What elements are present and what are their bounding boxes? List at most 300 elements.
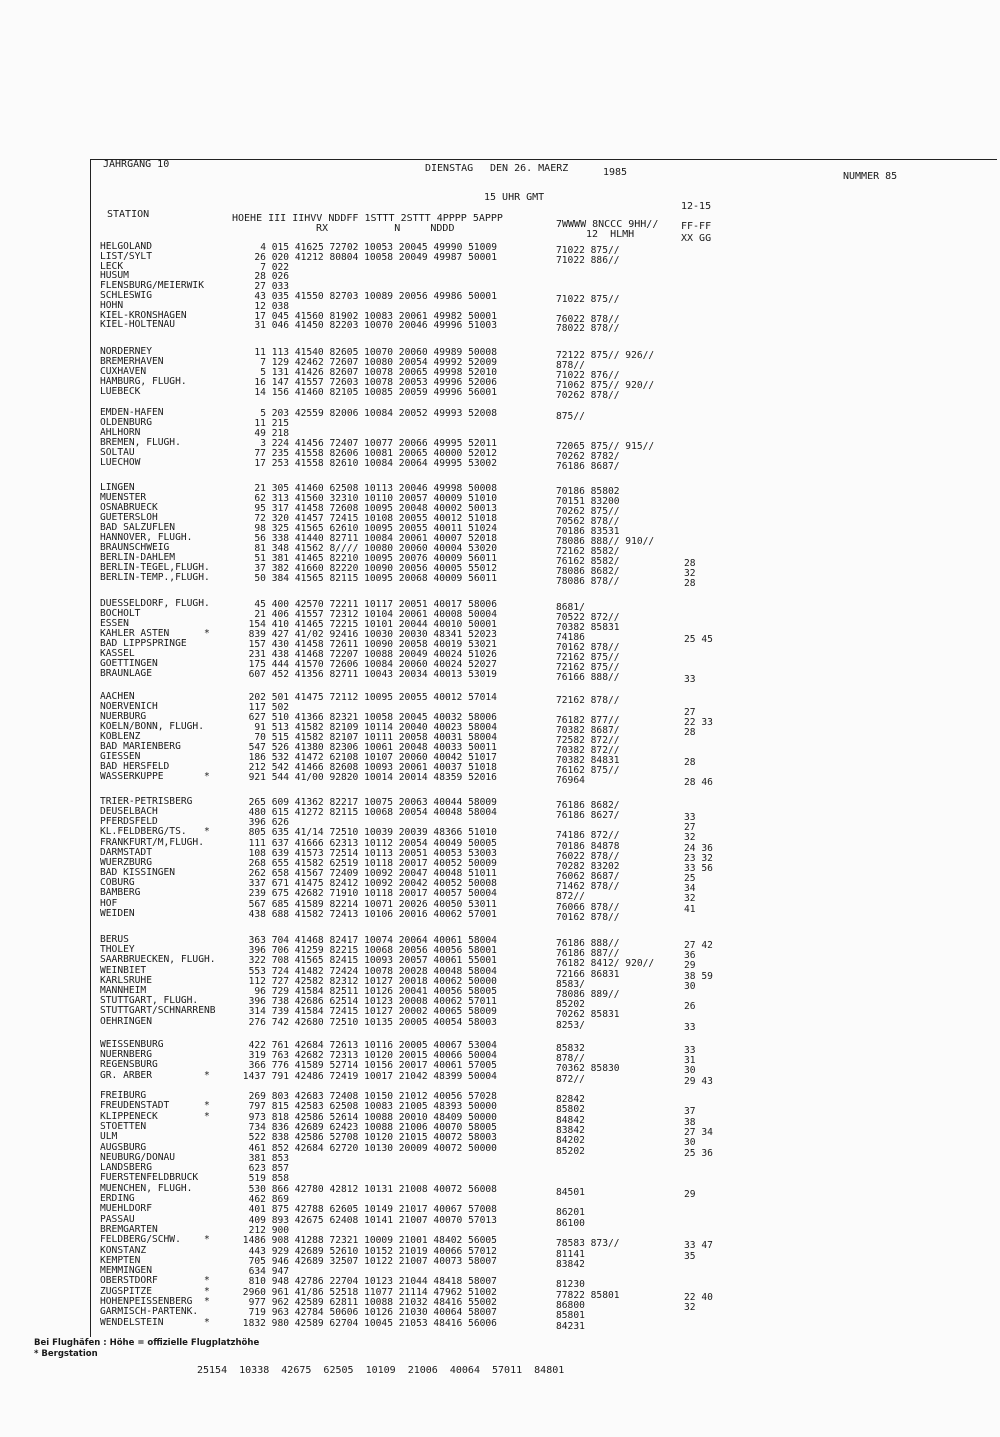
station-name: SAARBRUECKEN, FLUGH. — [100, 954, 216, 966]
date-label: DEN 26. MAERZ — [490, 163, 569, 174]
station-name: HAMBURG, FLUGH. — [100, 376, 187, 387]
station-code-groups: 98 325 41565 62610 10095 20055 40011 51024 — [254, 523, 497, 534]
station-weather-groups: 84501 — [556, 1186, 585, 1198]
station-name: PASSAU — [100, 1213, 135, 1225]
station-wind-gusts: 27 — [684, 822, 696, 834]
station-code-groups: 319 763 42682 72313 10120 20015 40066 50004 — [248, 1050, 497, 1062]
station-code-groups: 265 609 41362 82217 10075 20063 40044 58009 — [248, 797, 497, 808]
station-name: GR. ARBER * — [100, 1069, 210, 1081]
station-name: MUENCHEN, FLUGH. — [100, 1182, 193, 1194]
station-weather-groups: 872// — [556, 891, 585, 903]
station-wind-gusts: 22 33 — [684, 717, 713, 728]
station-weather-groups: 72162 875// — [556, 652, 620, 663]
station-weather-groups: 72065 875// 915// — [556, 441, 655, 452]
station-code-groups: 461 852 42684 62720 10130 20009 40072 50000 — [248, 1142, 497, 1154]
station-code-groups: 37 382 41660 82220 10090 20056 40005 55012 — [254, 563, 497, 574]
station-weather-groups: 76186 887// — [556, 948, 620, 960]
station-name: KAHLER ASTEN * — [100, 628, 210, 639]
station-weather-groups: 78022 878// — [556, 323, 620, 335]
station-weather-groups: 70282 83202 — [556, 860, 620, 872]
station-wind-gusts: 28 — [684, 727, 696, 738]
station-name: OSNABRUECK — [100, 502, 158, 513]
station-code-groups: 322 708 41565 82415 10093 20057 40061 55001 — [248, 955, 497, 967]
station-weather-groups: 70186 84878 — [556, 840, 620, 852]
station-name: FELDBERG/SCHW. * — [100, 1234, 210, 1246]
station-code-groups: 977 962 42589 62811 10088 21032 48416 55002 — [248, 1297, 497, 1308]
station-code-groups: 157 430 41458 72611 10090 20058 40019 53021 — [248, 639, 497, 650]
station-code-groups: 12 038 — [254, 300, 290, 312]
station-name: FUERSTENFELDBRUCK — [100, 1172, 199, 1184]
station-name: BREMGARTEN — [100, 1223, 158, 1235]
station-weather-groups: 70262 8782/ — [556, 451, 620, 462]
station-wind-gusts: 41 — [684, 903, 696, 915]
station-code-groups: 31 046 41450 82203 10070 20046 49996 51003 — [254, 320, 497, 332]
station-weather-groups: 76186 8687/ — [556, 461, 620, 472]
station-code-groups: 72 320 41457 72415 10108 20055 40012 51018 — [254, 513, 497, 524]
station-code-groups: 3 224 41456 72407 10077 20066 49995 52011 — [260, 438, 498, 449]
station-weather-groups: 85832 — [556, 1043, 585, 1054]
station-wind-gusts: 29 — [684, 960, 696, 972]
station-wind-gusts: 25 36 — [684, 1147, 713, 1159]
station-weather-groups: 85202 — [556, 1145, 585, 1157]
station-wind-gusts: 29 — [684, 1188, 696, 1200]
station-wind-gusts: 27 — [684, 707, 696, 718]
station-name: ERDING — [100, 1193, 135, 1204]
station-wind-gusts: 33 — [684, 1021, 696, 1033]
station-code-groups: 70 515 41582 82107 10111 20058 40031 58004 — [254, 732, 497, 743]
station-name: HANNOVER, FLUGH. — [100, 532, 193, 543]
station-wind-gusts: 22 40 — [684, 1291, 713, 1303]
station-code-groups: 396 738 42686 62514 10123 20008 40062 57011 — [248, 996, 497, 1008]
station-name: BREMEN, FLUGH. — [100, 437, 181, 448]
station-weather-groups: 8681/ — [556, 602, 585, 613]
station-wind-gusts: 30 — [684, 1065, 696, 1077]
station-code-groups: 921 544 41/00 92820 10014 20014 48359 52016 — [248, 772, 497, 783]
station-code-groups: 7 129 42462 72607 10080 20054 49992 52009 — [260, 357, 498, 368]
station-weather-groups: 74186 — [556, 632, 585, 643]
station-code-groups: 438 688 41582 72413 10106 20016 40062 57001 — [248, 908, 497, 920]
station-name: BERLIN-TEMP.,FLUGH. — [100, 572, 210, 583]
bottom-code-line: 25154 10338 42675 62505 10109 21006 40064 57011 84801 — [197, 1365, 565, 1376]
station-wind-gusts: 33 — [684, 674, 696, 685]
station-weather-groups: 76186 8627/ — [556, 810, 620, 822]
station-name: ESSEN — [100, 618, 129, 629]
station-code-groups: 11 215 — [254, 418, 290, 429]
issue-number: NUMMER 85 — [843, 171, 898, 182]
station-name: FLENSBURG/MEIERWIK — [100, 280, 204, 292]
station-name: LECK — [100, 260, 124, 272]
station-code-groups: 239 675 42682 71910 10118 20017 40057 50004 — [248, 888, 497, 900]
frame-left-border — [90, 159, 91, 1337]
station-code-groups: 839 427 41/02 92416 10030 20030 48341 52023 — [248, 629, 497, 640]
station-name: BREMERHAVEN — [100, 356, 164, 367]
station-name: WASSERKUPPE * — [100, 771, 210, 782]
station-name: KASSEL — [100, 648, 135, 659]
station-wind-gusts: 27 34 — [684, 1126, 713, 1138]
station-weather-groups: 86100 — [556, 1217, 585, 1229]
station-code-groups: 17 045 41560 81902 10083 20061 49982 50001 — [254, 310, 497, 322]
station-weather-groups: 70162 878// — [556, 642, 620, 653]
station-weather-groups: 76182 8412/ 920// — [556, 958, 655, 970]
station-code-groups: 1486 908 41288 72321 10009 21001 48402 56005 — [242, 1235, 497, 1247]
station-code-groups: 269 803 42683 72408 10150 21012 40056 57028 — [248, 1091, 497, 1102]
column-header-groups-sub: 12 HLMH — [586, 229, 635, 240]
station-name: LUEBECK — [100, 386, 141, 397]
station-weather-groups: 78086 878// — [556, 576, 620, 587]
station-wind-gusts: 33 — [684, 1045, 696, 1056]
station-name: THOLEY — [100, 944, 135, 956]
station-weather-groups: 72162 878// — [556, 695, 620, 706]
station-code-groups: 27 033 — [254, 281, 290, 293]
station-name: WEIDEN — [100, 907, 135, 919]
station-name: SOLTAU — [100, 447, 135, 458]
station-name: MUENSTER — [100, 492, 147, 503]
station-name: KL.FELDBERG/TS. * — [100, 826, 210, 838]
station-weather-groups: 76022 878// — [556, 850, 620, 862]
station-name: FREIBURG — [100, 1090, 147, 1101]
station-code-groups: 973 818 42586 52614 10088 20010 48409 50000 — [248, 1111, 497, 1123]
station-name: BRAUNLAGE — [100, 668, 152, 679]
station-code-groups: 381 853 — [248, 1152, 290, 1164]
station-name: GUETERSLOH — [100, 512, 158, 523]
station-code-groups: 56 338 41440 82711 10084 20061 40007 52018 — [254, 533, 497, 544]
station-weather-groups: 76186 888// — [556, 938, 620, 949]
station-name: KOBLENZ — [100, 731, 141, 742]
station-name: FRANKFURT/M,FLUGH. — [100, 836, 204, 848]
year-label: 1985 — [603, 167, 628, 178]
station-code-groups: 337 671 41475 82412 10092 20042 40052 50008 — [248, 878, 497, 890]
station-code-groups: 810 948 42786 22704 10123 21044 48418 58007 — [248, 1276, 497, 1288]
station-weather-groups: 82842 — [556, 1094, 585, 1105]
station-code-groups: 719 963 42784 50606 10126 21030 40064 58007 — [248, 1307, 497, 1319]
station-weather-groups: 70382 84831 — [556, 755, 620, 766]
station-weather-groups: 86201 — [556, 1207, 585, 1219]
station-weather-groups: 70362 85830 — [556, 1063, 620, 1075]
station-code-groups: 81 348 41562 8//// 10080 20060 40004 53020 — [254, 543, 497, 554]
station-weather-groups: 85802 — [556, 1104, 585, 1116]
station-code-groups: 553 724 41482 72424 10078 20028 40048 58004 — [248, 965, 497, 977]
station-code-groups: 95 317 41458 72608 10095 20048 40002 50013 — [254, 503, 497, 514]
station-code-groups: 108 639 41573 72514 10113 20051 40053 53003 — [248, 847, 497, 859]
station-name: OEHRINGEN — [100, 1015, 152, 1027]
station-name: STOETTEN — [100, 1120, 147, 1132]
station-wind-gusts: 33 — [684, 812, 696, 824]
station-code-groups: 7 022 — [260, 261, 290, 273]
column-header-wind-period: 12-15 — [681, 201, 712, 212]
station-code-groups: 17 253 41558 82610 10084 20064 49995 53002 — [254, 458, 497, 469]
station-name: AACHEN — [100, 691, 135, 702]
station-weather-groups: 71462 878// — [556, 881, 620, 893]
station-code-groups: 96 729 41584 82511 10126 20041 40056 58005 — [254, 986, 497, 997]
station-name: LANDSBERG — [100, 1162, 152, 1174]
station-weather-groups: 76182 877// — [556, 715, 620, 726]
station-code-groups: 43 035 41550 82703 10089 20056 49986 50001 — [254, 291, 497, 302]
station-name: BAMBERG — [100, 887, 141, 899]
station-wind-gusts: 33 47 — [684, 1240, 713, 1252]
station-code-groups: 11 113 41540 82605 10070 20060 49989 50008 — [254, 347, 497, 358]
station-name: GIESSEN — [100, 751, 141, 762]
station-wind-gusts: 27 42 — [684, 940, 713, 951]
station-weather-groups: 77822 85801 — [556, 1289, 620, 1301]
station-code-groups: 50 384 41565 82115 10095 20068 40009 56011 — [254, 573, 497, 584]
station-name: EMDEN-HAFEN — [100, 407, 164, 418]
station-name: BAD HERSFELD — [100, 761, 170, 772]
station-wind-gusts: 32 — [684, 1302, 696, 1313]
station-name: ULM — [100, 1131, 118, 1143]
station-weather-groups: 71062 875// 920// — [556, 380, 655, 391]
station-name: HOHENPEISSENBERG * — [100, 1296, 210, 1307]
station-weather-groups: 76186 8682/ — [556, 800, 620, 811]
station-weather-groups: 76022 878// — [556, 313, 620, 325]
footnote-airport-elevation: Bei Flughäfen : Höhe = offizielle Flugplatzhöhe — [34, 1338, 260, 1348]
column-header-groups: 7WWWW 8NCCC 9HH// — [556, 219, 659, 230]
station-name: LUECHOW — [100, 457, 141, 468]
station-weather-groups: 70522 872// — [556, 612, 620, 623]
station-code-groups: 62 313 41560 32310 10110 20057 40009 51010 — [254, 493, 497, 504]
station-weather-groups: 70382 872// — [556, 745, 620, 756]
station-name: AUGSBURG — [100, 1141, 147, 1153]
station-code-groups: 26 020 41212 80804 10058 20049 49987 50001 — [254, 251, 497, 263]
column-header-wind: FF-FF — [681, 221, 712, 232]
station-name: BERLIN-TEGEL,FLUGH. — [100, 562, 210, 573]
station-name: ZUGSPITZE * — [100, 1285, 210, 1297]
station-name: COBURG — [100, 877, 135, 889]
station-name: WEISSENBURG — [100, 1039, 164, 1050]
station-weather-groups: 878// — [556, 360, 585, 371]
station-name: MEMMINGEN — [100, 1265, 152, 1277]
station-code-groups: 14 156 41460 82105 10085 20059 49996 56001 — [254, 387, 497, 398]
station-code-groups: 366 776 41589 52714 10156 20017 40061 57005 — [248, 1060, 497, 1072]
station-name: NUERBURG — [100, 711, 147, 722]
station-code-groups: 547 526 41380 82306 10061 20048 40033 50011 — [248, 742, 497, 753]
station-name: AHLHORN — [100, 427, 141, 438]
station-weather-groups: 875// — [556, 411, 585, 422]
station-wind-gusts: 26 — [684, 1001, 696, 1013]
station-wind-gusts: 32 — [684, 893, 696, 905]
station-name: BERUS — [100, 934, 129, 945]
station-weather-groups: 72162 8582/ — [556, 546, 620, 557]
station-code-groups: 607 452 41356 82711 10043 20034 40013 53019 — [248, 669, 497, 680]
station-wind-gusts: 30 — [684, 980, 696, 992]
station-name: BOCHOLT — [100, 608, 141, 619]
station-wind-gusts: 36 — [684, 950, 696, 962]
station-name: DEUSELBACH — [100, 806, 158, 818]
station-wind-gusts: 28 — [684, 558, 696, 569]
station-weather-groups: 71022 875// — [556, 245, 620, 256]
station-weather-groups: 76162 8582/ — [556, 556, 620, 567]
station-code-groups: 21 305 41460 62508 10113 20046 49998 50008 — [254, 483, 497, 494]
station-code-groups: 2960 961 41/86 52518 11077 21114 47962 51002 — [242, 1286, 497, 1298]
station-weather-groups: 70162 878// — [556, 911, 620, 923]
station-name: BAD LIPPSPRINGE — [100, 638, 187, 649]
station-code-groups: 91 513 41582 82109 10114 20040 40023 58004 — [254, 722, 497, 733]
station-weather-groups: 76964 — [556, 775, 585, 786]
station-weather-groups: 70186 85802 — [556, 486, 620, 497]
station-weather-groups: 71022 875// — [556, 294, 620, 305]
station-code-groups: 276 742 42680 72510 10135 20005 40054 58003 — [248, 1016, 497, 1028]
station-wind-gusts: 33 56 — [684, 862, 713, 874]
station-weather-groups: 78086 8682/ — [556, 566, 620, 577]
station-wind-gusts: 37 — [684, 1106, 696, 1118]
station-name: MANNHEIM — [100, 985, 147, 996]
station-name: BERLIN-DAHLEM — [100, 552, 176, 563]
station-code-groups: 268 655 41582 62519 10118 20017 40052 50009 — [248, 857, 497, 869]
station-code-groups: 111 637 41666 62313 10112 20054 40049 50005 — [248, 837, 497, 849]
station-code-groups: 567 685 41589 82214 10071 20026 40050 53011 — [248, 898, 497, 910]
station-wind-gusts: 28 — [684, 578, 696, 589]
station-name: WENDELSTEIN * — [100, 1316, 210, 1328]
station-code-groups: 45 400 42570 72211 10117 20051 40017 58006 — [254, 599, 497, 610]
station-code-groups: 51 381 41465 82210 10095 20076 40009 56011 — [254, 553, 497, 564]
station-weather-groups: 84202 — [556, 1135, 585, 1147]
station-wind-gusts: 28 46 — [684, 777, 713, 788]
station-weather-groups: 70562 878// — [556, 516, 620, 527]
column-header-wind-sub: XX GG — [681, 233, 712, 244]
station-code-groups: 212 542 41466 82608 10093 20061 40037 51018 — [248, 762, 497, 773]
station-name: KEMPTEN — [100, 1254, 141, 1266]
station-wind-gusts: 38 — [684, 1116, 696, 1128]
station-name: NORDERNEY — [100, 346, 152, 357]
station-code-groups: 16 147 41557 72603 10078 20053 49996 52006 — [254, 377, 497, 388]
station-code-groups: 705 946 42689 32507 10122 21007 40073 58007 — [248, 1255, 497, 1267]
station-weather-groups: 78583 873// — [556, 1238, 620, 1250]
column-header-codes-sub: RX N NDDD — [316, 223, 455, 234]
station-code-groups: 28 026 — [254, 271, 290, 283]
station-name: LIST/SYLT — [100, 250, 152, 262]
station-code-groups: 401 875 42788 62605 10149 21017 40067 57008 — [248, 1204, 497, 1216]
station-name: MUEHLDORF — [100, 1203, 152, 1215]
station-weather-groups: 78086 889// — [556, 989, 620, 1000]
station-wind-gusts: 31 — [684, 1055, 696, 1067]
station-name: NEUBURG/DONAU — [100, 1151, 176, 1163]
station-code-groups: 734 836 42689 62423 10088 21006 40070 58005 — [248, 1121, 497, 1133]
station-code-groups: 231 438 41468 72207 10088 20049 40024 51026 — [248, 649, 497, 660]
station-code-groups: 49 218 — [254, 428, 290, 439]
station-weather-groups: 84842 — [556, 1114, 585, 1126]
station-weather-groups: 878// — [556, 1053, 585, 1065]
station-code-groups: 805 635 41/14 72510 10039 20039 48366 51010 — [248, 827, 497, 839]
station-name: TRIER-PETRISBERG — [100, 796, 193, 807]
station-code-groups: 530 866 42780 42812 10131 21008 40072 56008 — [248, 1183, 497, 1195]
station-code-groups: 1437 791 42486 72419 10017 21042 48399 50004 — [242, 1070, 497, 1082]
station-name: BAD SALZUFLEN — [100, 522, 176, 533]
station-name: KLIPPENECK * — [100, 1110, 210, 1122]
station-weather-groups: 72162 875// — [556, 662, 620, 673]
station-code-groups: 422 761 42684 72613 10116 20005 40067 53004 — [248, 1040, 497, 1051]
station-wind-gusts: 29 43 — [684, 1075, 713, 1087]
station-name: BRAUNSCHWEIG — [100, 542, 170, 553]
frame-top-border — [90, 159, 997, 160]
station-name: OLDENBURG — [100, 417, 152, 428]
station-weather-groups: 71022 876// — [556, 370, 620, 381]
station-weather-groups: 76062 8687/ — [556, 871, 620, 883]
station-weather-groups: 70262 878// — [556, 390, 620, 401]
station-weather-groups: 872// — [556, 1073, 585, 1085]
station-weather-groups: 83842 — [556, 1124, 585, 1136]
station-wind-gusts: 28 — [684, 757, 696, 768]
station-weather-groups: 70186 83531 — [556, 526, 620, 537]
station-name: GARMISCH-PARTENK. — [100, 1306, 199, 1318]
station-name: KIEL-KRONSHAGEN — [100, 309, 187, 321]
station-name: HUSUM — [100, 270, 129, 282]
station-code-groups: 202 501 41475 72112 10095 20055 40012 57014 — [248, 692, 497, 703]
station-weather-groups: 70262 875// — [556, 506, 620, 517]
station-weather-groups: 71022 886// — [556, 254, 620, 266]
station-code-groups: 519 858 — [248, 1173, 290, 1185]
station-name: REGENSBURG — [100, 1059, 158, 1071]
station-code-groups: 480 615 41272 82115 10068 20054 40048 58004 — [248, 807, 497, 819]
station-name: LINGEN — [100, 482, 135, 493]
station-name: SCHLESWIG — [100, 290, 152, 301]
station-code-groups: 117 502 — [248, 702, 290, 713]
station-name: NUERNBERG — [100, 1049, 152, 1061]
station-name: STUTTGART/SCHNARRENB — [100, 1005, 216, 1017]
station-wind-gusts: 32 — [684, 568, 696, 579]
station-wind-gusts: 35 — [684, 1250, 696, 1262]
station-weather-groups: 72166 86831 — [556, 968, 620, 980]
station-wind-gusts: 25 — [684, 873, 696, 885]
station-name: KARLSRUHE — [100, 974, 152, 986]
station-code-groups: 262 658 41567 72409 10092 20047 40048 51011 — [248, 868, 497, 880]
station-weather-groups: 84231 — [556, 1320, 585, 1332]
station-name: WEINBIET — [100, 964, 147, 976]
station-weather-groups: 72582 872// — [556, 735, 620, 746]
station-weather-groups: 78086 888// 910// — [556, 536, 655, 547]
station-code-groups: 797 815 42583 62508 10083 21005 48393 50000 — [248, 1101, 497, 1113]
station-wind-gusts: 25 45 — [684, 634, 713, 645]
station-code-groups: 627 510 41366 82321 10058 20045 40032 58006 — [248, 712, 497, 723]
station-name: WUERZBURG — [100, 856, 152, 868]
station-weather-groups: 76166 888// — [556, 672, 620, 683]
station-code-groups: 443 929 42689 52610 10152 21019 40066 57012 — [248, 1245, 497, 1257]
station-weather-groups: 86800 — [556, 1300, 585, 1311]
station-name: HELGOLAND — [100, 241, 152, 252]
station-name: CUXHAVEN — [100, 366, 147, 377]
station-code-groups: 5 203 42559 82006 10084 20052 49993 52008 — [260, 408, 498, 419]
station-name: HOHN — [100, 299, 124, 311]
station-code-groups: 21 406 41557 72312 10104 20061 40008 50004 — [254, 609, 497, 620]
station-name: KIEL-HOLTENAU — [100, 319, 176, 331]
station-code-groups: 154 410 41465 72215 10101 20044 40010 50001 — [248, 619, 497, 630]
station-code-groups: 4 015 41625 72702 10053 20045 49990 51009 — [260, 242, 498, 253]
station-weather-groups: 74186 872// — [556, 830, 620, 842]
station-code-groups: 363 704 41468 82417 10074 20064 40061 58004 — [248, 935, 497, 946]
station-wind-gusts: 32 — [684, 832, 696, 844]
station-code-groups: 522 838 42586 52708 10120 21015 40072 58003 — [248, 1132, 497, 1144]
station-name: PFERDSFELD — [100, 816, 158, 828]
station-name: NOERVENICH — [100, 701, 158, 712]
station-weather-groups: 8253/ — [556, 1019, 585, 1031]
station-weather-groups: 83842 — [556, 1258, 585, 1270]
station-name: HOF — [100, 897, 118, 909]
station-name: DARMSTADT — [100, 846, 152, 858]
station-weather-groups: 85202 — [556, 999, 585, 1011]
station-code-groups: 623 857 — [248, 1163, 290, 1175]
station-name: BAD KISSINGEN — [100, 867, 176, 879]
station-code-groups: 5 131 41426 82607 10078 20065 49998 52010 — [260, 367, 498, 378]
station-weather-groups: 70382 85831 — [556, 622, 620, 633]
station-code-groups: 186 532 41472 62108 10107 20060 40042 51017 — [248, 752, 497, 763]
station-weather-groups: 81141 — [556, 1248, 585, 1260]
station-weather-groups: 70262 85831 — [556, 1009, 620, 1021]
station-weather-groups: 81230 — [556, 1279, 585, 1291]
station-code-groups: 634 947 — [248, 1266, 290, 1278]
station-name: GOETTINGEN — [100, 658, 158, 669]
station-code-groups: 112 727 42582 82312 10127 20018 40062 50000 — [248, 975, 497, 987]
station-name: KONSTANZ — [100, 1244, 147, 1256]
report-time: 15 UHR GMT — [484, 192, 545, 203]
station-name: STUTTGART, FLUGH. — [100, 995, 199, 1007]
